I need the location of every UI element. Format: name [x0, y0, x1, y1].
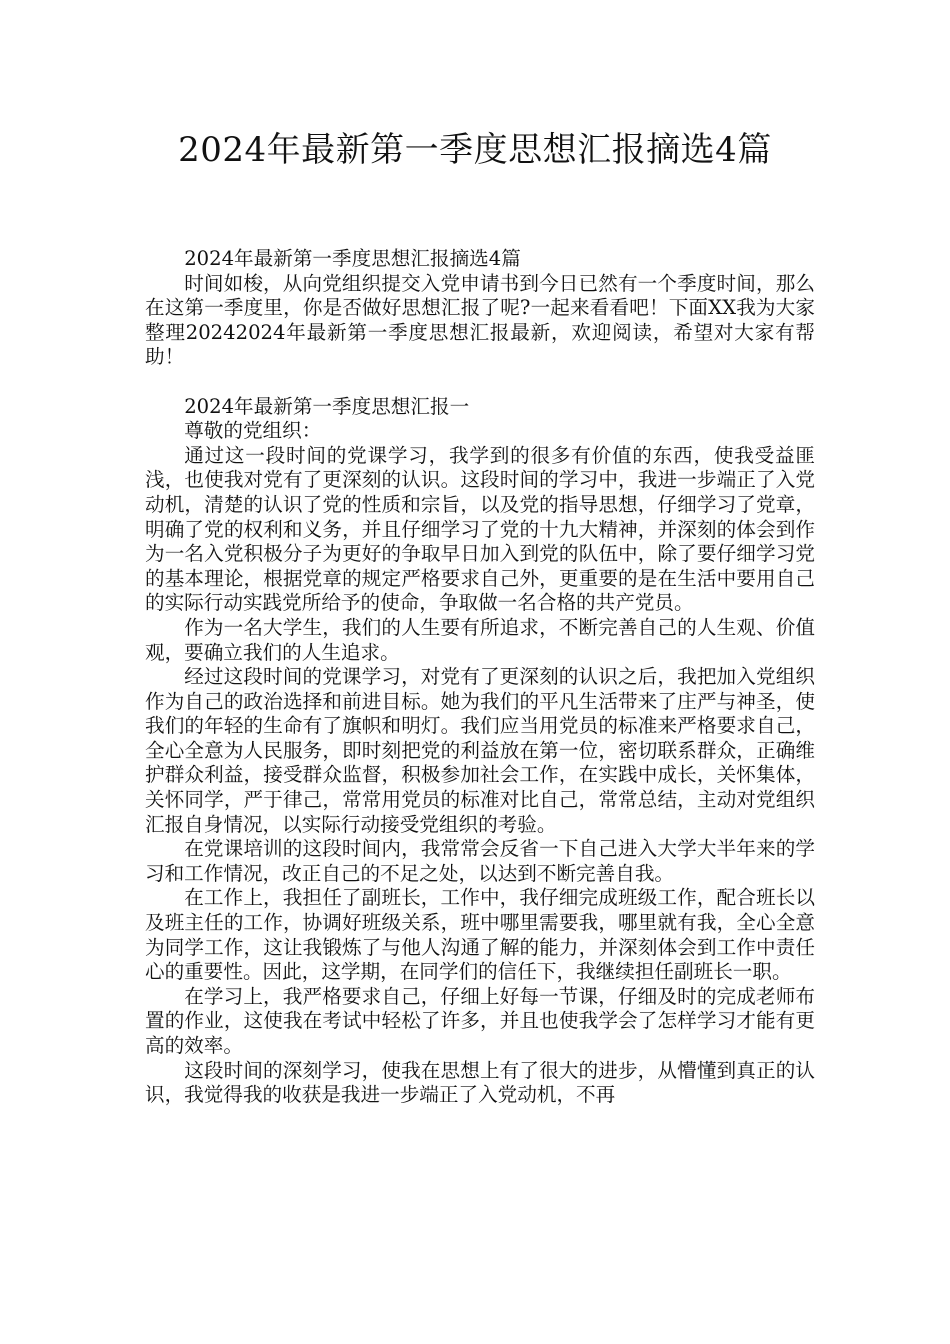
section-heading: 2024年最新第一季度思想汇报一	[184, 394, 470, 418]
body-paragraph: 时间如梭，从向党组织提交入党申请书到今日已然有一个季度时间，那么在这第一季度里，你是否做好思想汇报了呢?一起来看看吧！下面XX我为大家整理20242024年最新第一季度思想汇报最新，欢迎阅读，希望对大家有帮助！	[145, 271, 815, 369]
body-paragraph: 在学习上，我严格要求自己，仔细上好每一节课，仔细及时的完成老师布置的作业，这使我在考试中轻松了许多，并且也使我学会了怎样学习才能有更高的效率。	[145, 984, 815, 1057]
body-paragraph: 作为一名大学生，我们的人生要有所追求，不断完善自己的人生观、价值观，要确立我们的人生追求。	[145, 615, 815, 664]
body-paragraph: 在党课培训的这段时间内，我常常会反省一下自己进入大学大半年来的学习和工作情况，改正自己的不足之处，以达到不断完善自我。	[145, 837, 815, 885]
body-paragraph: 这段时间的深刻学习，使我在思想上有了很大的进步，从懵懂到真正的认识，我觉得我的收获是我进一步端正了入党动机，不再	[145, 1058, 815, 1107]
document-title: 2024年最新第一季度思想汇报摘选4篇	[178, 130, 772, 170]
body-paragraph: 经过这段时间的党课学习，对党有了更深刻的认识之后，我把加入党组织作为自己的政治选择和前进目标。她为我们的平凡生活带来了庄严与神圣，使我们的年轻的生命有了旗帜和明灯。我们应当用党员的标准来严格要求自己，全心全意为人民服务，即时刻把党的利益放在第一位，密切联系群众，正确维护群众利益，接受群众监督，积极参加社会工作，在实践中成长，关怀集体，关怀同学，严于律己，常常用党员的标准对比自己，常常总结，主动对党组织汇报自身情况，以实际行动接受党组织的考验。	[145, 665, 815, 836]
document-body	[145, 247, 815, 1108]
body-paragraph: 在工作上，我担任了副班长，工作中，我仔细完成班级工作，配合班长以及班主任的工作，协调好班级关系，班中哪里需要我，哪里就有我，全心全意为同学工作，这让我锻炼了与他人沟通了解的能力，并深刻体会到工作中责任心的重要性。因此，这学期，在同学们的信任下，我继续担任副班长一职。	[145, 886, 815, 984]
body-paragraph: 通过这一段时间的党课学习，我学到的很多有价值的东西，使我受益匪浅，也使我对党有了更深刻的认识。这段时间的学习中，我进一步端正了入党动机，清楚的认识了党的性质和宗旨，以及党的指导思想，仔细学习了党章，明确了党的权利和义务，并且仔细学习了党的十九大精神，并深刻的体会到作为一名入党积极分子为更好的争取早日加入到党的队伍中，除了要仔细学习党的基本理论，根据党章的规定严格要求自己外，更重要的是在生活中要用自己的实际行动实践党所给予的使命，争取做一名合格的共产党员。	[145, 443, 815, 615]
body-paragraph: 2024年最新第一季度思想汇报摘选4篇	[184, 247, 521, 270]
salutation: 尊敬的党组织：	[184, 419, 322, 443]
